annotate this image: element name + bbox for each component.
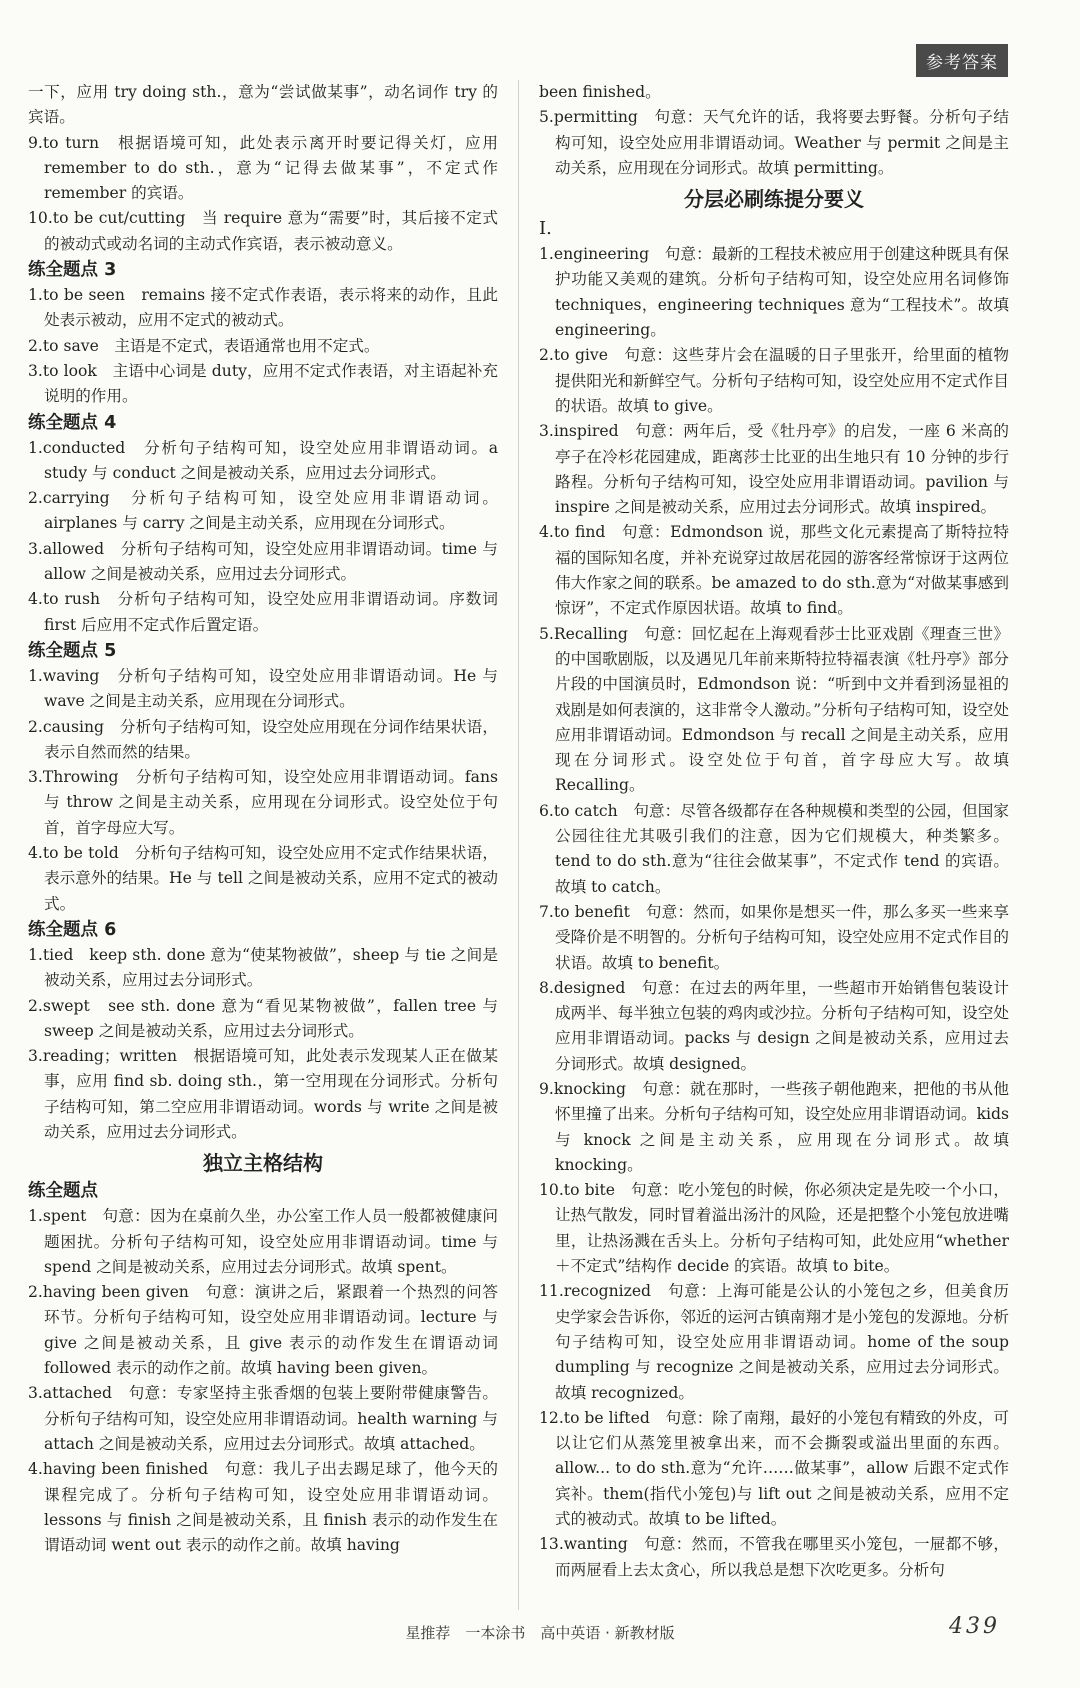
answer-item: 8.designed 句意：在过去的两年里，一些超市开始销售包装设计成两半、每半独立包装的鸡肉或沙拉。分析句子结构可知，设空处应用非谓语动词。packs 与 design 之间是被动关系，应用过去分词形式。故填 designed。	[539, 978, 1009, 1073]
answer-item: 4.to be told 分析句子结构可知，设空处应用不定式作结果状语，表示意外的结果。He 与 tell 之间是被动关系，应用不定式的被动式。	[28, 844, 498, 913]
left-column	[28, 80, 498, 1558]
part-marker: Ⅰ.	[539, 218, 552, 240]
answer-item: 3.to look 主语中心词是 duty，应用不定式作表语，对主语起补充说明的作用。	[28, 361, 498, 406]
answer-item: 7.to benefit 句意：然而，如果你是想买一件，那么多买一些来享受降价是不明智的。分析句子结构可知，设空处应用不定式作目的状语。故填 to benefit。	[539, 902, 1009, 972]
answer-item: 3.Throwing 分析句子结构可知，设空处应用非谓语动词。fans 与 throw 之间是主动关系，应用现在分词形式。设空处位于句首，首字母应大写。	[28, 768, 498, 837]
section-heading: 练全题点 3	[28, 260, 117, 281]
footer-text: 星推荐 一本涂书 高中英语 · 新教材版	[405, 1624, 675, 1642]
section-heading: 练全题点 6	[28, 919, 117, 940]
answer-item: 13.wanting 句意：然而，不管我在哪里买小笼包，一屉都不够，而两屉看上去太贪心，所以我总是想下次吃更多。分析句	[539, 1535, 1009, 1579]
right-column	[539, 80, 1009, 1583]
answer-item: 3.reading；written 根据语境可知，此处表示发现某人正在做某事，应用 find sb. doing sth.，第一空用现在分词形式。分析句子结构可知，第二空应用非谓语动词。words 与 write 之间是被动关系，应用过去分词形式。	[28, 1047, 498, 1141]
chapter-title: 分层必刷练提分要义	[684, 187, 864, 212]
answer-item: 3.attached 句意：专家坚持主张香烟的包装上要附带健康警告。分析句子结构可知，设空处应用非谓语动词。health warning 与 attach 之间是被动关系，应用过去分词形式。故填 attached。	[28, 1384, 498, 1453]
answer-item: 5.Recalling 句意：回忆起在上海观看莎士比亚戏剧《理查三世》的中国歌剧版，以及遇见几年前来斯特拉特福表演《牡丹亭》部分片段的中国演员时，Edmondson 说：“听到中文并看到汤显祖的戏剧是如何表演的，这非常令人激动。”分析句子结构可知，设空处应用非谓语动词。Edmondson 与 recall 之间是主动关系，应用现在分词形式。设空处位于句首，首字母应大写。故填 Recalling。	[539, 624, 1009, 795]
answer-item: 1.waving 分析句子结构可知，设空处应用非谓语动词。He 与 wave 之间是主动关系，应用现在分词形式。	[28, 666, 498, 711]
paragraph: been finished。	[539, 83, 661, 101]
answer-item: 9.to turn 根据语境可知，此处表示离开时要记得关灯，应用 remember to do sth.，意为“记得去做某事”，不定式作 remember 的宾语。	[28, 133, 498, 203]
section-heading: 练全题点	[28, 1181, 98, 1202]
answer-item: 3.allowed 分析句子结构可知，设空处应用非谓语动词。time 与 allow 之间是被动关系，应用过去分词形式。	[28, 539, 498, 584]
paragraph: 一下，应用 try doing sth.，意为“尝试做某事”，动名词作 try 的宾语。	[28, 83, 498, 127]
section-heading: 练全题点 5	[28, 640, 117, 661]
answer-item: 2.causing 分析句子结构可知，设空处应用现在分词作结果状语，表示自然而然的结果。	[28, 717, 498, 761]
answer-item: 2.having been given 句意：演讲之后，紧跟着一个热烈的问答环节。分析句子结构可知，设空处应用非谓语动词。lecture 与 give 之间是被动关系，且 give 表示的动作发生在谓语动词 followed 表示的动作之前。故填 having been given。	[28, 1283, 498, 1378]
answer-item: 2.swept see sth. done 意为“看见某物被做”，fallen tree 与 sweep 之间是被动关系，应用过去分词形式。	[28, 996, 498, 1040]
answer-item: 3.inspired 句意：两年后，受《牡丹亭》的启发，一座 6 米高的亭子在冷杉花园建成，距离莎士比亚的出生地只有 10 分钟的步行路程。分析句子结构可知，设空处应用非谓语动词。pavilion 与 inspire 之间是被动关系，应用过去分词形式。故填 inspired。	[539, 422, 1009, 517]
answer-item: 2.carrying 分析句子结构可知，设空处应用非谓语动词。airplanes 与 carry 之间是主动关系，应用现在分词形式。	[28, 489, 498, 533]
answer-item: 4.to find 句意：Edmondson 说，那些文化元素提高了斯特拉特福的国际知名度，并补充说穿过故居花园的游客经常惊讶于这两位伟大作家之间的联系。be amazed to do sth.意为“对做某事感到惊讶”，不定式作原因状语。故填 to find。	[539, 523, 1009, 618]
answer-item: 6.to catch 句意：尽管各级都存在各种规模和类型的公园，但国家公园往往尤其吸引我们的注意，因为它们规模大，种类繁多。tend to do sth.意为“往往会做某事”，不定式作 tend 的宾语。故填 to catch。	[539, 801, 1009, 896]
answer-item: 12.to be lifted 句意：除了南翔，最好的小笼包有精致的外皮，可以让它们从蒸笼里被拿出来，而不会撕裂或溢出里面的东西。allow... to do sth.意为“允许……做某事”，allow 后跟不定式作宾补。them(指代小笼包)与 lift out 之间是被动关系，应用不定式的被动式。故填 to be lifted。	[539, 1408, 1009, 1529]
answer-item: 2.to give 句意：这些芽片会在温暖的日子里张开，给里面的植物提供阳光和新鲜空气。分析句子结构可知，设空处应用不定式作目的状语。故填 to give。	[539, 346, 1009, 415]
answer-key-badge: 参考答案	[916, 44, 1008, 77]
page-number: 439	[949, 1614, 1000, 1639]
section-heading: 练全题点 4	[28, 412, 117, 433]
answer-item: 2.to save 主语是不定式，表语通常也用不定式。	[28, 336, 380, 355]
answer-item: 4.having been finished 句意：我儿子出去踢足球了，他今天的课程完成了。分析句子结构可知，设空处应用非谓语动词。lessons 与 finish 之间是被动关系，且 finish 表示的动作发生在谓语动词 went out 表示的动作之前。故填 having	[28, 1460, 498, 1555]
answer-item: 1.spent 句意：因为在桌前久坐，办公室工作人员一般都被健康问题困扰。分析句子结构可知，设空处应用非谓语动词。time 与 spend 之间是被动关系，应用过去分词形式。故填 spent。	[28, 1207, 498, 1276]
answer-item: 1.to be seen remains 接不定式作表语，表示将来的动作，且此处表示被动，应用不定式的被动式。	[28, 286, 498, 330]
answer-item: 1.engineering 句意：最新的工程技术被应用于创建这种既具有保护功能又美观的建筑。分析句子结构可知，设空处应用名词修饰 techniques，engineering techniques 意为“工程技术”。故填 engineering。	[539, 245, 1009, 340]
answer-item: 10.to bite 句意：吃小笼包的时候，你必须决定是先咬一个小口，让热气散发，同时冒着溢出汤汁的风险，还是把整个小笼包放进嘴里，让热汤溅在舌头上。分析句子结构可知，此处应用“whether＋不定式”结构作 decide 的宾语。故填 to bite。	[539, 1181, 1009, 1276]
column-divider	[518, 80, 519, 1610]
answer-item: 1.conducted 分析句子结构可知，设空处应用非谓语动词。a study 与 conduct 之间是被动关系，应用过去分词形式。	[28, 438, 498, 482]
answer-item: 9.knocking 句意：就在那时，一些孩子朝他跑来，把他的书从他怀里撞了出来。分析句子结构可知，设空处应用非谓语动词。kids 与 knock 之间是主动关系，应用现在分词形式。故填 knocking。	[539, 1079, 1009, 1174]
answer-item: 11.recognized 句意：上海可能是公认的小笼包之乡，但美食历史学家会告诉你，邻近的运河古镇南翔才是小笼包的发源地。分析句子结构可知，设空处应用非谓语动词。home of the soup dumpling 与 recognize 之间是被动关系，应用过去分词形式。故填 recognized。	[539, 1282, 1009, 1402]
answer-item: 4.to rush 分析句子结构可知，设空处应用非谓语动词。序数词 first 后应用不定式作后置定语。	[28, 590, 498, 634]
answer-item: 5.permitting 句意：天气允许的话，我将要去野餐。分析句子结构可知，设空处应用非谓语动词。Weather 与 permit 之间是主动关系，应用现在分词形式。故填 permitting。	[539, 108, 1009, 177]
answer-item: 1.tied keep sth. done 意为“使某物被做”，sheep 与 tie 之间是被动关系，应用过去分词形式。	[28, 945, 498, 990]
chapter-title: 独立主格结构	[203, 1151, 323, 1176]
answer-item: 10.to be cut/cutting 当 require 意为“需要”时，其后接不定式的被动式或动名词的主动式作宾语，表示被动意义。	[28, 209, 498, 253]
